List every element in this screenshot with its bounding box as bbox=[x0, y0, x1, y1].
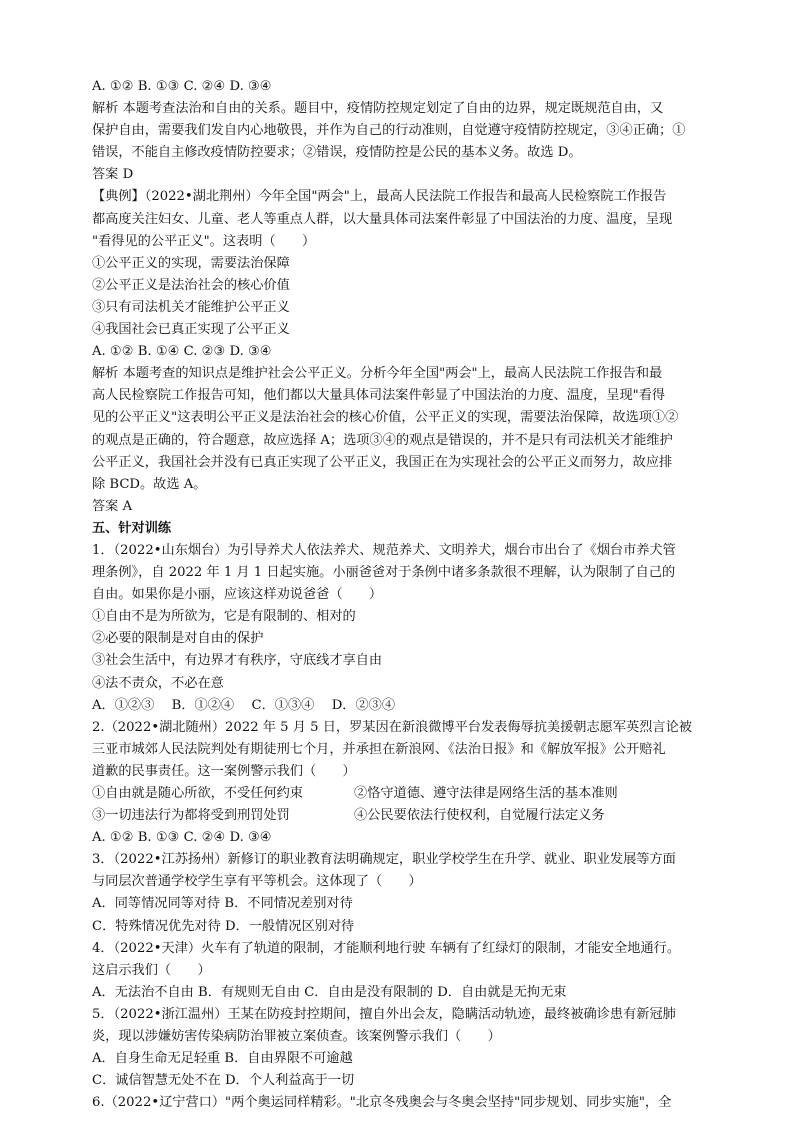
option-item: ①自由不是为所欲为，它是有限制的、相对的 bbox=[92, 609, 356, 625]
analysis-text: 保护自由，需要我们发自内心地敬畏，并作为自己的行动准则，自觉遵守疫情防控规定，③④正确；① bbox=[92, 123, 686, 139]
question-1: 自由。如果你是小丽，应该这样劝说爸爸（ ） bbox=[92, 587, 383, 603]
option-item: ②公平正义是法治社会的核心价值 bbox=[92, 277, 290, 293]
analysis-text: 错误，不能自主修改疫情防控要求；②错误，疫情防控是公民的基本义务。故选 D。 bbox=[92, 145, 582, 161]
analysis-text: 见的公平正义"这表明公平正义是法治社会的核心价值，公平正义的实现，需要法治保障，故选项①② bbox=[92, 410, 679, 426]
question-5: 炎，现以涉嫌妨害传染病防治罪被立案侦查。该案例警示我们（ ） bbox=[92, 1029, 501, 1045]
example-question: 都高度关注妇女、儿童、老人等重点人群，以大量具体司法案件彰显了中国法治的力度、温度，呈现 bbox=[92, 211, 673, 227]
answer-options: A．同等情况同等对待 B．不同情况差别对待 bbox=[92, 896, 353, 912]
option-item: ④公民要依法行使权利，自觉履行法定义务 bbox=[354, 808, 605, 824]
answer-line: 答案 D bbox=[92, 167, 134, 183]
question-2: 三亚市城郊人民法院判处有期徒刑七个月，并承担在新浪网、《法治日报》和《解放军报》公开赔礼 bbox=[92, 741, 666, 757]
option-row bbox=[92, 805, 712, 827]
option-item: ④法不责众，不必在意 bbox=[92, 675, 224, 691]
option-item: ④我国社会已真正实现了公平正义 bbox=[92, 322, 290, 338]
question-4: 4．（2022•天津）火车有了轨道的限制，才能顺利地行驶 车辆有了红绿灯的限制，才能安全地通行。 bbox=[92, 940, 681, 956]
answer-options: A. ①② B. ①④ C. ②③ D. ③④ bbox=[92, 344, 272, 360]
question-4: 这启示我们（ ） bbox=[92, 962, 211, 978]
option-item: ②必要的限制是对自由的保护 bbox=[92, 631, 264, 647]
answer-options: A．自身生命无足轻重 B．自由界限不可逾越 bbox=[92, 1051, 353, 1067]
analysis-text: 除 BCD。故选 A。 bbox=[92, 476, 207, 492]
option-item: ①公平正义的实现，需要法治保障 bbox=[92, 255, 290, 271]
answer-options: A. ①② B. ①③ C. ②④ D. ③④ bbox=[92, 79, 272, 94]
answer-options: A．无法治不自由 B．有规则无自由 C．自由是没有限制的 D．自由就是无拘无束 bbox=[92, 984, 567, 1000]
analysis-text: 解析 本题考查的知识点是维护社会公平正义。分析今年全国"两会"上，最高人民法院工作报告和最 bbox=[92, 366, 663, 382]
question-2: 道歉的民事责任。这一案例警示我们（ ） bbox=[92, 763, 356, 779]
question-6: 6.（2022•辽宁营口）"两个奥运同样精彩。"北京冬残奥会与冬奥会坚持"同步规划、同步实施"，全 bbox=[92, 1095, 672, 1111]
example-question: "看得见的公平正义"。这表明（ ） bbox=[92, 233, 316, 249]
section-heading: 五、针对训练 bbox=[92, 520, 172, 536]
question-2: 2.（2022•湖北随州）2022 年 5 月 5 日，罗某因在新浪微博平台发表侮辱抗美援朝志愿军英烈言论被 bbox=[92, 719, 692, 735]
option-item: ③社会生活中，有边界才有秩序，守底线才享自由 bbox=[92, 653, 383, 669]
option-row bbox=[92, 783, 712, 805]
analysis-text: 公平正义，我国社会并没有已真正实现了公平正义，我国正在为实现社会的公平正义而努力，故应排 bbox=[92, 454, 673, 470]
document-page bbox=[92, 76, 712, 1114]
question-5: 5．（2022•浙江温州）王某在防疫封控期间，擅自外出会友，隐瞒活动轨迹，最终被确诊患有新冠肺 bbox=[92, 1006, 676, 1022]
answer-options: C．诚信智慧无处不在 D．个人利益高于一切 bbox=[92, 1073, 355, 1089]
option-item: ③一切违法行为都将受到刑罚处罚 bbox=[92, 808, 290, 824]
question-3: 与同层次普通学校学生享有平等机会。这体现了（ ） bbox=[92, 874, 422, 890]
option-item: ③只有司法机关才能维护公平正义 bbox=[92, 299, 290, 315]
answer-options: A. ①② B. ①③ C. ②④ D. ③④ bbox=[92, 830, 272, 846]
question-3: 3．（2022•江苏扬州）新修订的职业教育法明确规定，职业学校学生在升学、就业、职业发展等方面 bbox=[92, 852, 676, 868]
question-1: 理条例》，自 2022 年 1 月 1 日起实施。小丽爸爸对于条例中诸多条款很不理解，认为限制了自己的 bbox=[92, 565, 676, 581]
answer-line: 答案 A bbox=[92, 498, 133, 514]
analysis-text: 高人民检察院工作报告可知，他们都以大量具体司法案件彰显了中国法治的力度、温度，呈现"看得 bbox=[92, 388, 666, 404]
example-question: 【典例】（2022•湖北荆州）今年全国"两会"上，最高人民法院工作报告和最高人民检察院工作报告 bbox=[92, 189, 667, 205]
answer-options: C．特殊情况优先对待 D．一般情况区别对待 bbox=[92, 918, 355, 934]
answer-options: A．①②③ B．①②④ C．①③④ D．②③④ bbox=[92, 697, 396, 713]
analysis-text: 的观点是正确的，符合题意，故应选择 A；选项③④的观点是错误的，并不是只有司法机关才能维护 bbox=[92, 432, 673, 448]
analysis-text: 解析 本题考查法治和自由的关系。题目中，疫情防控规定划定了自由的边界，规定既规范自由，又 bbox=[92, 101, 664, 117]
option-item: ②恪守道德、遵守法律是网络生活的基本准则 bbox=[354, 786, 618, 801]
option-item: ①自由就是随心所欲，不受任何约束 bbox=[92, 786, 303, 801]
question-1: 1．（2022•山东烟台）为引导养犬人依法养犬、规范养犬、文明养犬，烟台市出台了《烟台市养犬管 bbox=[92, 542, 676, 558]
